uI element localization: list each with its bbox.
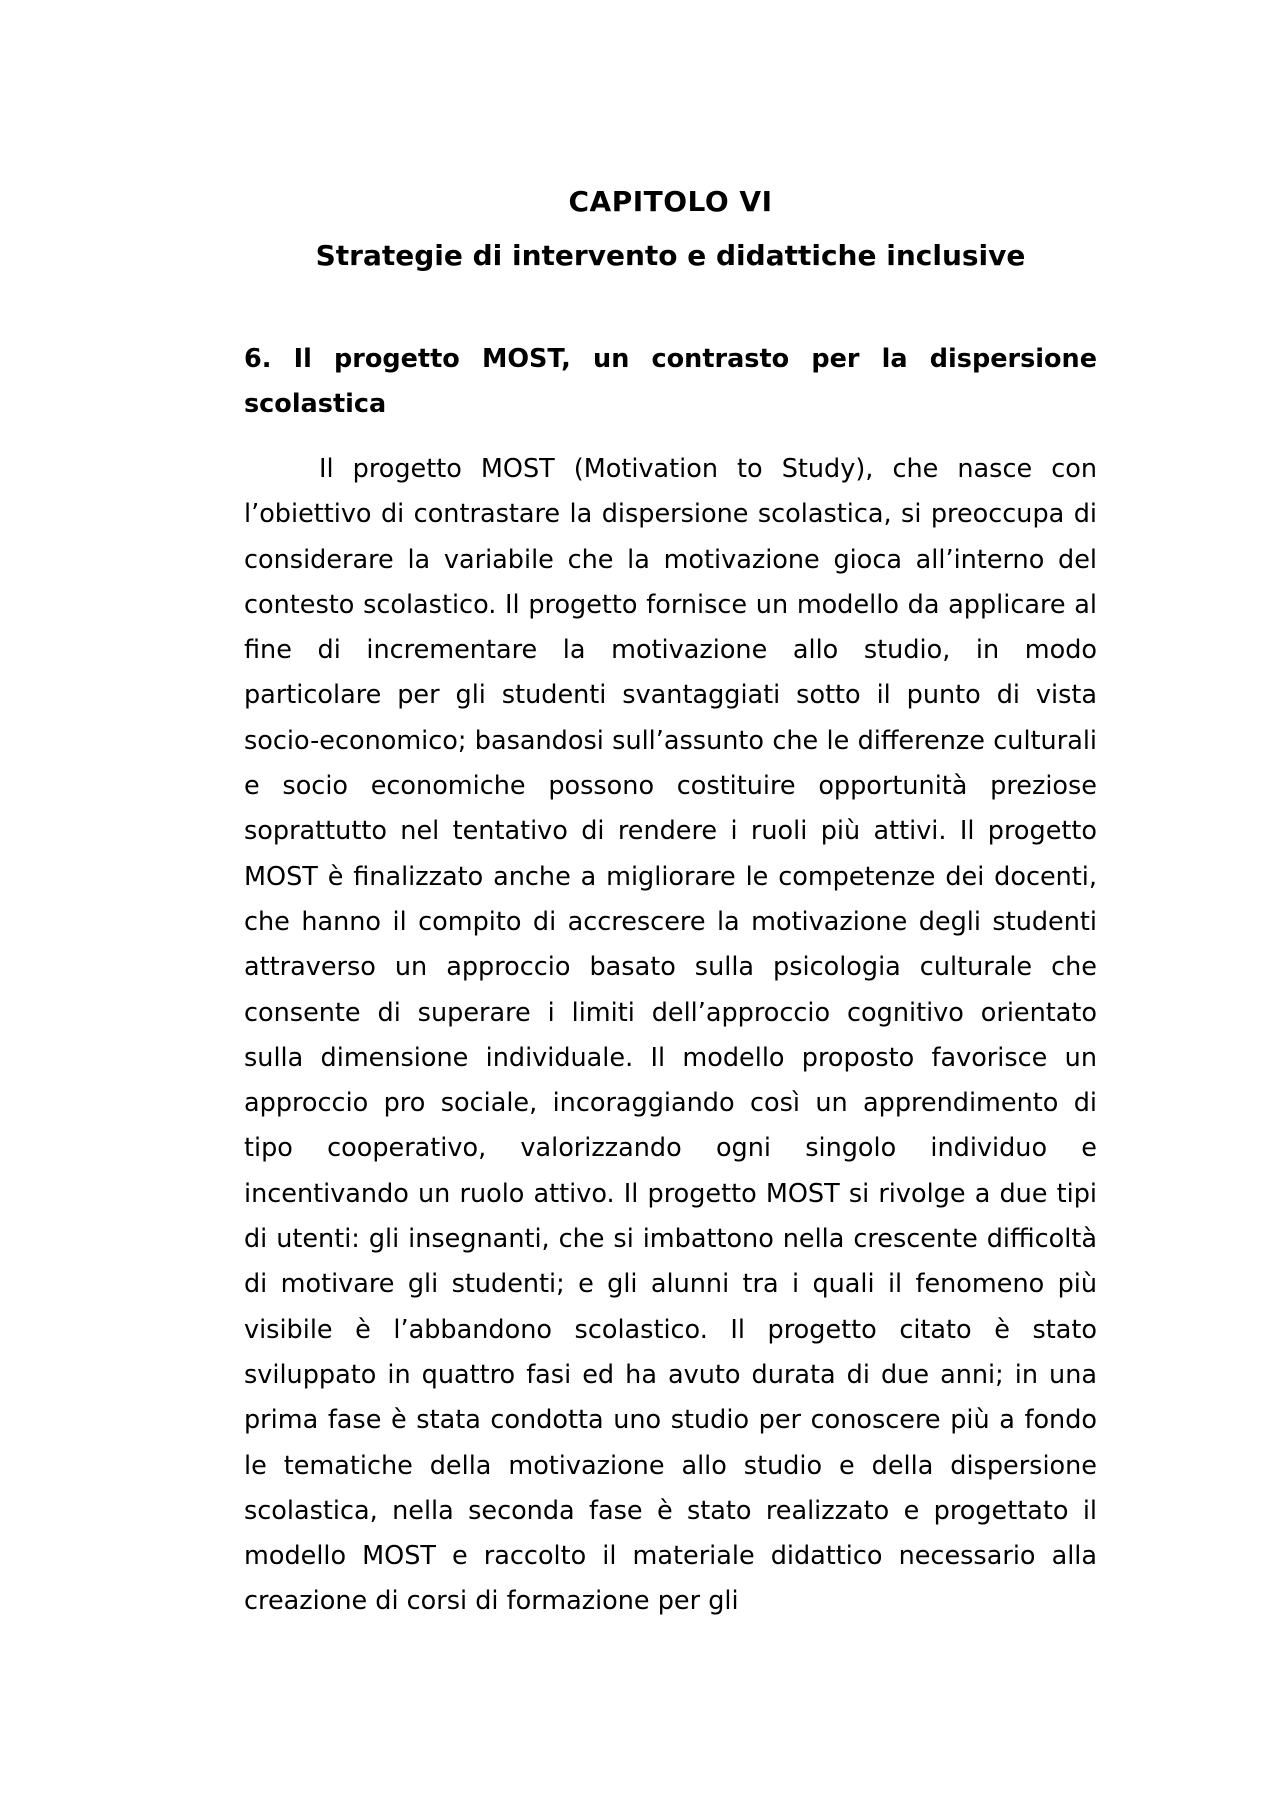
- chapter-title: Strategie di intervento e didattiche inclusive: [315, 239, 1026, 272]
- chapter-number: CAPITOLO VI: [568, 185, 773, 218]
- section-heading: 6. Il progetto MOST, un contrasto per la dispersione scolastica: [244, 344, 1097, 419]
- body-paragraph: Il progetto MOST (Motivation to Study), che nasce con l’obiettivo di contrastare la dispersione scolastica, si preoccupa di considerare la variabile che la motivazione gioca all’interno del contesto scolastico. Il progetto fornisce un modello da applicare al fine di incrementare la motivazione allo studio, in modo particolare per gli studenti svantaggiati sotto il punto di vista socio-economico; basandosi sull’assunto che le differenze culturali e socio economiche possono costituire opportunità preziose soprattutto nel tentativo di rendere i ruoli più attivi. Il progetto MOST è finalizzato anche a migliorare le competenze dei docenti, che hanno il compito di accrescere la motivazione degli studenti attraverso un approccio basato sulla psicologia culturale che consente di superare i limiti dell’approccio cognitivo orientato sulla dimensione individuale. Il modello proposto favorisce un approccio pro sociale, incoraggiando così un apprendimento di tipo cooperativo, valorizzando ogni singolo individuo e incentivando un ruolo attivo. Il progetto MOST si rivolge a due tipi di utenti: gli insegnanti, che si imbattono nella crescente difficoltà di motivare gli studenti; e gli alunni tra i quali il fenomeno più visibile è l’abbandono scolastico. Il progetto citato è stato sviluppato in quattro fasi ed ha avuto durata di due anni; in una prima fase è stata condotta uno studio per conoscere più a fondo le tematiche della motivazione allo studio e della dispersione scolastica, nella seconda fase è stato realizzato e progettato il modello MOST e raccolto il materiale didattico necessario alla creazione di corsi di formazione per gli: [244, 454, 1097, 1617]
